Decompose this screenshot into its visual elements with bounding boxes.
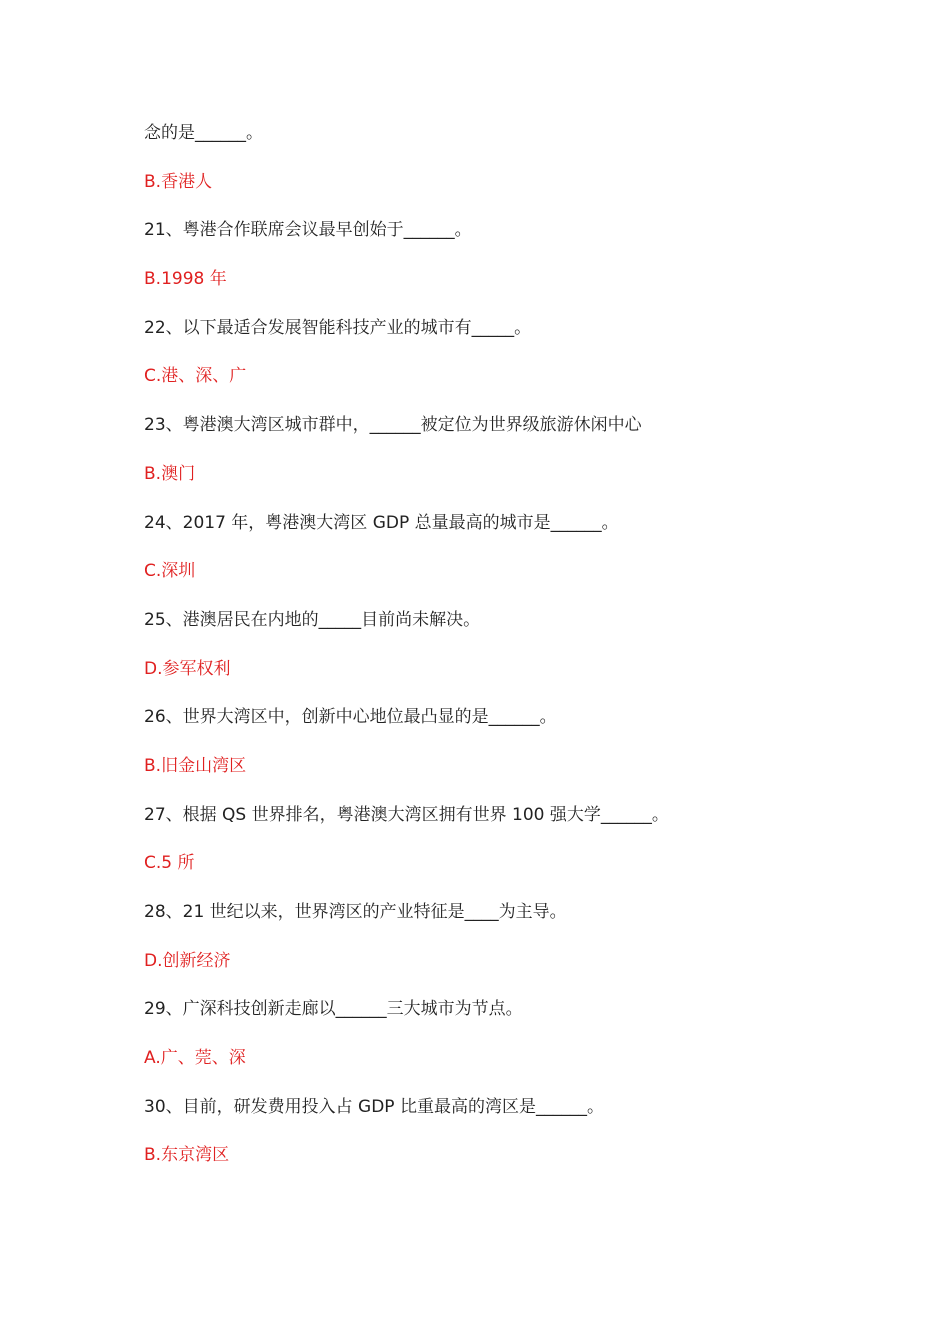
answer-text: C.港、深、广 (144, 366, 247, 387)
answer-text: D.创新经济 (144, 950, 231, 971)
question-text: 26、世界大湾区中，创新中心地位最凸显的是______。 (144, 707, 557, 728)
question-text: 念的是______。 (144, 123, 263, 143)
answer-text: B.旧金山湾区 (144, 755, 247, 776)
question-text: 25、港澳居民在内地的_____目前尚未解决。 (144, 609, 481, 630)
question-text: 28、21 世纪以来，世界湾区的产业特征是____为主导。 (144, 902, 567, 922)
question-text: 23、粤港澳大湾区城市群中，______被定位为世界级旅游休闲中心 (144, 415, 642, 436)
question-text: 24、2017 年，粤港澳大湾区 GDP 总量最高的城市是______。 (144, 512, 619, 533)
answer-text: B.澳门 (144, 463, 196, 484)
question-text: 29、广深科技创新走廊以______三大城市为节点。 (144, 999, 523, 1020)
answer-text: B.东京湾区 (144, 1145, 230, 1166)
answer-text: D.参军权利 (144, 658, 231, 679)
question-text: 21、粤港合作联席会议最早创始于______。 (144, 220, 472, 241)
answer-text: B.1998 年 (144, 269, 227, 290)
answer-text: A.广、莞、深 (144, 1048, 246, 1069)
question-list (144, 121, 844, 1192)
question-text: 22、以下最适合发展智能科技产业的城市有_____。 (144, 317, 532, 338)
answer-text: B.香港人 (144, 171, 213, 192)
answer-text: C.深圳 (144, 561, 196, 582)
question-text: 27、根据 QS 世界排名，粤港澳大湾区拥有世界 100 强大学______。 (144, 804, 669, 825)
question-text: 30、目前，研发费用投入占 GDP 比重最高的湾区是______。 (144, 1096, 604, 1117)
answer-text: C.5 所 (144, 853, 195, 874)
